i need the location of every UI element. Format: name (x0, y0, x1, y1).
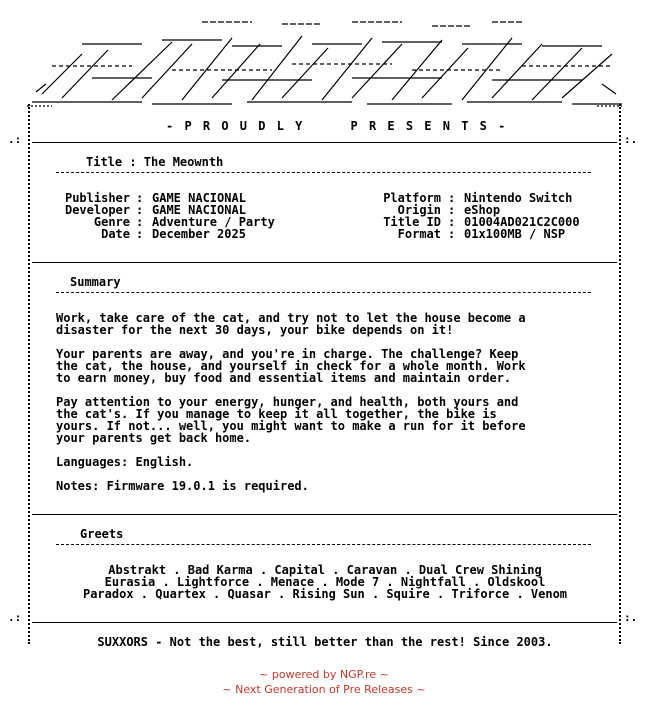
left-border (28, 104, 30, 644)
left-corner-mark-bottom: .: (8, 611, 22, 624)
info-separator: : (136, 191, 144, 205)
summary-text: the cat, the house, and yourself in check for a whole month. Work (56, 359, 526, 373)
group-tagline: SUXXORS - Not the best, still better than the rest! Since 2003. (97, 635, 553, 649)
info-value: GAME NACIONAL (152, 203, 246, 217)
powered-by-link[interactable]: ~ powered by NGP.re ~ (259, 668, 389, 681)
info-value: 01004AD021C2C000 (464, 215, 580, 229)
divider (32, 622, 617, 623)
info-value: December 2025 (152, 227, 246, 241)
summary-heading: Summary (70, 275, 121, 289)
right-border (619, 104, 621, 644)
languages-line: Languages: English. (56, 455, 194, 469)
info-label: Platform (383, 191, 441, 205)
divider (32, 142, 617, 143)
info-label: Genre (93, 215, 130, 229)
greets-list-line: Eurasia . Lightforce . Menace . Mode 7 . Nightfall . Oldskool (104, 575, 546, 589)
info-label: Origin (397, 203, 441, 217)
summary-text: Your parents are away, and you're in charge. The challenge? Keep (56, 347, 519, 361)
greets-underline (56, 544, 591, 545)
notes-line: Notes: Firmware 19.0.1 is required. (56, 479, 309, 493)
left-corner-mark: .: (8, 133, 22, 146)
title-underline (56, 172, 591, 173)
info-label: Developer (64, 203, 130, 217)
info-separator: : (136, 227, 144, 241)
summary-text: to earn money, buy food and essential items and maintain order. (56, 371, 512, 385)
info-separator: : (448, 203, 456, 217)
right-corner-mark-bottom: :. (624, 611, 638, 624)
info-label: Title ID (383, 215, 441, 229)
info-label: Date (101, 227, 130, 241)
info-separator: : (448, 227, 456, 241)
summary-text: yours. If not... well, you might want to make a run for it before (56, 419, 526, 433)
summary-text: the cat's. If you manage to keep it all together, the bike is (56, 407, 497, 421)
info-separator: : (136, 203, 144, 217)
info-value: GAME NACIONAL (152, 191, 246, 205)
info-separator: : (448, 215, 456, 229)
group-logo (22, 14, 626, 110)
summary-text: disaster for the next 30 days, your bike depends on it! (56, 323, 454, 337)
divider (32, 262, 617, 263)
footer-subtitle: ~ Next Generation of Pre Releases ~ (222, 683, 426, 696)
greets-heading: Greets (80, 527, 124, 541)
info-value: 01x100MB / NSP (464, 227, 566, 241)
title-line: Title : The Meownth (86, 155, 224, 169)
info-separator: : (136, 215, 144, 229)
game-title: The Meownth (143, 155, 224, 169)
info-value: eShop (464, 203, 501, 217)
info-separator: : (448, 191, 456, 205)
info-value: Nintendo Switch (464, 191, 573, 205)
info-label: Publisher (64, 191, 130, 205)
info-label: Format (397, 227, 441, 241)
presents-banner: - P R O U D L Y P R E S E N T S - (166, 119, 508, 133)
info-value: Adventure / Party (152, 215, 275, 229)
greets-list-line: Abstrakt . Bad Karma . Capital . Caravan . Dual Crew Shining (108, 563, 542, 577)
greets-list-line: Paradox . Quartex . Quasar . Rising Sun . Squire . Triforce . Venom (82, 587, 568, 601)
summary-text: your parents get back home. (56, 431, 252, 445)
right-corner-mark: :. (624, 133, 638, 146)
summary-underline (56, 292, 591, 293)
divider (32, 514, 617, 515)
summary-text: Pay attention to your energy, hunger, and health, both yours and (56, 395, 519, 409)
summary-text: Work, take care of the cat, and try not to let the house become a (56, 311, 526, 325)
